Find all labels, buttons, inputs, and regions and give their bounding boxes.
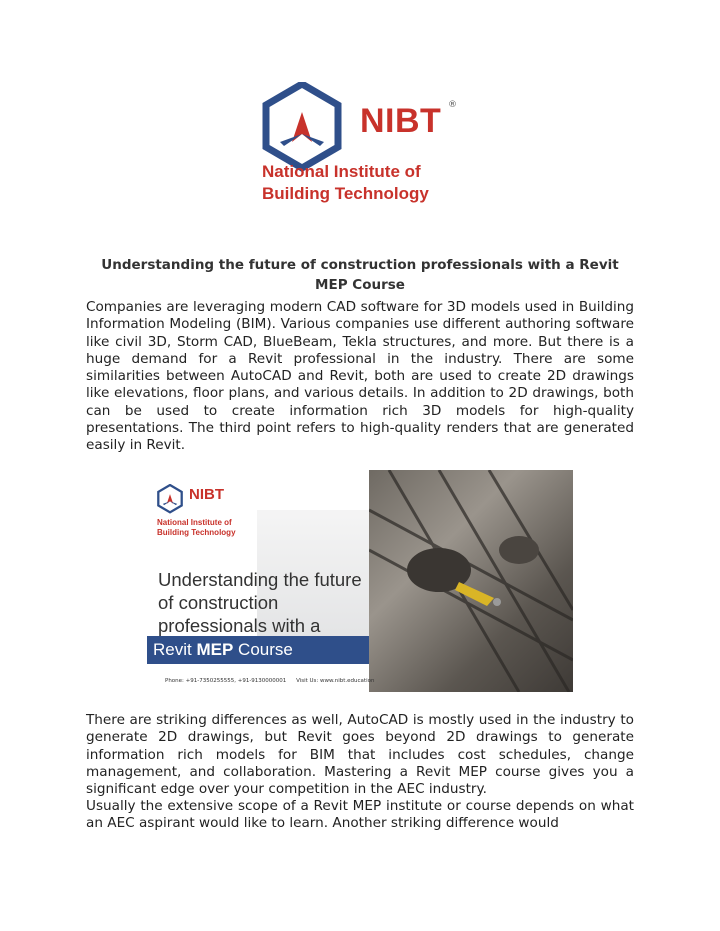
logo-name-line2: Building Technology [262,184,429,203]
paragraph-2: There are striking differences as well, AutoCAD is mostly used in the industry to generate 2D drawings, but Revit goes beyond 2D drawings to generate information rich models for BIM that includes cost schedules, change management, and collaboration. Mastering a Revit MEP course gives you a significant edge over your competition in the AEC industry. [86,712,634,798]
article-title: Understanding the future of construction professionals with a Revit MEP Course [101,257,619,293]
banner-headline-line2: of construction [158,592,279,613]
banner-headline-line3: professionals with a [158,615,321,636]
course-bold: MEP [196,640,234,659]
banner-phone: Phone: +91-7350255555, +91-9130000001 [165,678,287,684]
paragraph-1: Companies are leveraging modern CAD software for 3D models used in Building Information Modeling (BIM). Various companies use different authoring software like civil 3D, Storm CAD, BlueBeam, Tekla structures, and more. But there is a huge demand for a Revit professional in the industry. There are some similarities between AutoCAD and Revit, both are used to create 2D drawings like elevations, floor plans, and various details. In addition to 2D drawings, both can be used to create information rich 3D models for high-quality presentations. The third point refers to high-quality renders that are generated easily in Revit. [86,299,634,454]
logo-name-line1: National Institute of [262,162,421,181]
course-suffix: Course [233,640,293,659]
nibt-logo [262,82,462,210]
banner-website: Visit Us: www.nibt.education [296,678,375,684]
banner-name-line2: Building Technology [157,528,236,537]
banner-photo-rebar [369,470,573,692]
banner-headline [158,568,362,637]
banner-headline-line1: Understanding the future [158,569,362,590]
banner-course-label [153,640,293,660]
banner-logo-emblem-icon [157,484,183,514]
banner-contact [165,678,382,684]
banner-course-bar [147,636,369,664]
logo-emblem-icon [262,82,342,172]
banner-logo [157,484,277,544]
logo-brand: NIBT [360,102,442,140]
rebar-worker-graphic [369,470,573,692]
banner-image [147,470,573,692]
banner-name-line1: National Institute of [157,518,232,527]
registered-mark: ® [448,100,457,110]
paragraph-3: Usually the extensive scope of a Revit MEP institute or course depends on what an AEC aspirant would like to learn. Another striking difference would [86,798,634,832]
course-prefix: Revit [153,640,197,659]
banner-brand: NIBT [189,486,224,503]
